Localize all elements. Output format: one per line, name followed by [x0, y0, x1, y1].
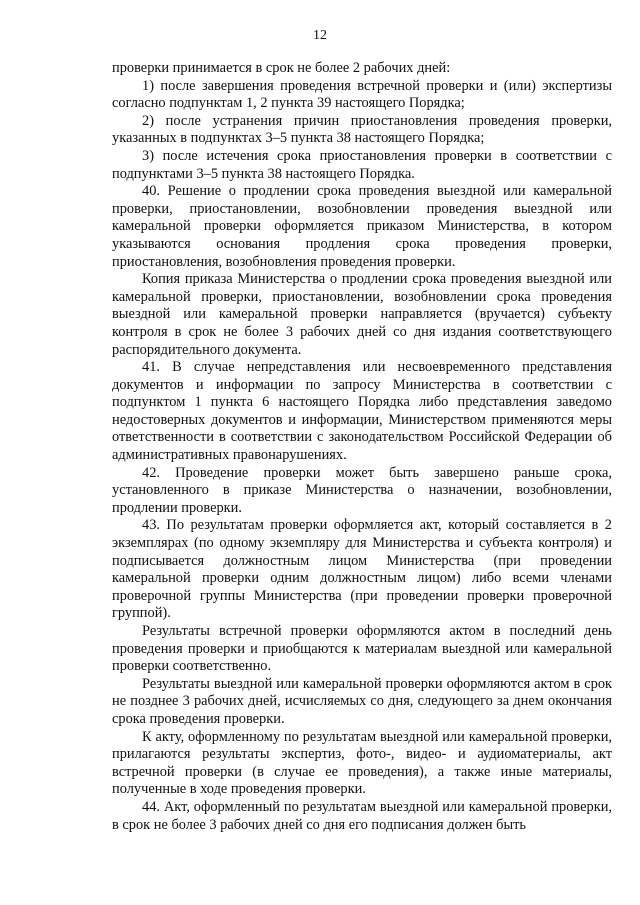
- page-number: 12: [313, 28, 327, 43]
- paragraph-item-3: 3) после истечения срока приостановления проверки в соответствии с подпунктами 3–5 пункта 38 настоящего Порядка.: [112, 147, 612, 182]
- paragraph-43-attachments: К акту, оформленному по результатам выездной или камеральной проверки, прилагаются результаты экспертиз, фото-, видео- и аудиоматериалы, акт встречной проверки (в случае ее проведения), а также иные материалы, полученные в ходе проведения проверки.: [112, 728, 612, 798]
- paragraph-43-results: Результаты выездной или камеральной проверки оформляются актом в срок не позднее 3 рабочих дней, исчисляемых со дня, следующего за днем окончания срока проведения проверки.: [112, 675, 612, 727]
- paragraph-43: 43. По результатам проверки оформляется акт, который составляется в 2 экземплярах (по одному экземпляру для Министерства и субъекта контроля) и подписывается должностным лицом Министерства (при проведении камеральной проверки одним должностным лицом) либо всеми членами проверочной группы Министерства (при проведении проверки проверочной группой).: [112, 517, 612, 622]
- paragraph-continuation: проверки принимается в срок не более 2 рабочих дней:: [112, 60, 451, 76]
- paragraph-item-2: 2) после устранения причин приостановления проведения проверки, указанных в подпунктах 3–5 пункта 38 настоящего Порядка;: [112, 112, 612, 147]
- document-body: [112, 60, 612, 834]
- paragraph-42: 42. Проведение проверки может быть завершено раньше срока, установленного в приказе Министерства о назначении, возобновлении, продлении проверки.: [112, 464, 612, 516]
- paragraph-40-copy: Копия приказа Министерства о продлении срока проведения выездной или камеральной проверки, приостановлении, возобновлении срока проведения выездной или камеральной проверки направляется (вручается) субъекту контроля в срок не более 3 рабочих дней со дня издания соответствующего распорядительного документа.: [112, 271, 612, 358]
- paragraph-44: 44. Акт, оформленный по результатам выездной или камеральной проверки, в срок не более 3 рабочих дней со дня его подписания должен быть: [112, 798, 612, 833]
- paragraph-41: 41. В случае непредставления или несвоевременного представления документов и информации по запросу Министерства в соответствии с подпунктом 1 пункта 6 настоящего Порядка либо представления заведомо недостоверных документов и информации, Министерством применяются меры ответственности в соответствии с законодательством Российской Федерации об административных правонарушениях.: [112, 359, 612, 464]
- paragraph-item-1: 1) после завершения проведения встречной проверки и (или) экспертизы согласно подпунктам 1, 2 пункта 39 настоящего Порядка;: [112, 77, 612, 112]
- paragraph-40: 40. Решение о продлении срока проведения выездной или камеральной проверки, приостановлении, возобновлении проведения выездной или камеральной проверки оформляется приказом Министерства, в котором указываются основания продления срока проведения проверки, приостановления, возобновления проведения проверки.: [112, 183, 612, 270]
- paragraph-43-counter-check: Результаты встречной проверки оформляются актом в последний день проведения проверки и приобщаются к материалам выездной или камеральной проверки соответственно.: [112, 623, 612, 675]
